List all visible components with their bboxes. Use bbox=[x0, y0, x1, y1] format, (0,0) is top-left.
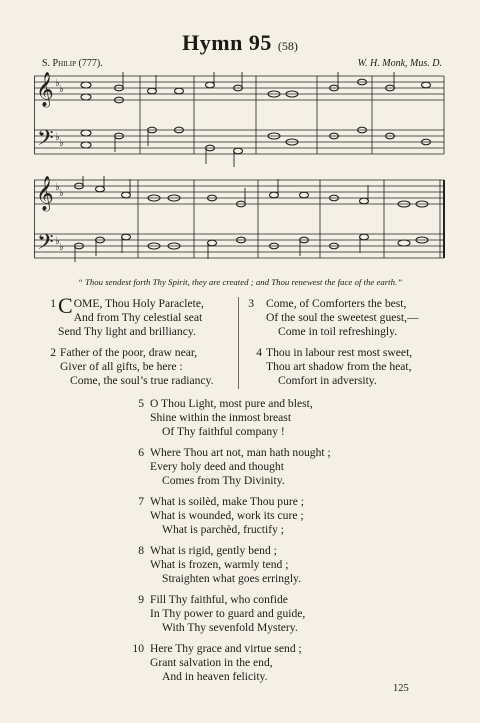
stanza-3 bbox=[266, 297, 419, 339]
stanza-9-line-2: In Thy power to guard and guide, bbox=[150, 607, 306, 620]
stanza-2 bbox=[60, 346, 214, 388]
stanza-4-line-3: Comfort in adversity. bbox=[278, 374, 377, 387]
svg-text:𝄢: 𝄢 bbox=[37, 126, 54, 155]
stanza-7 bbox=[150, 495, 304, 537]
svg-text:♭: ♭ bbox=[59, 138, 64, 149]
composer: W. H. Monk, Mus. D. bbox=[357, 58, 442, 69]
stanza-6-line-3: Comes from Thy Divinity. bbox=[162, 474, 285, 487]
scripture-caption: “ Thou sendest forth Thy Spirit, they are created ; and Thou renewest the face of the earth.” bbox=[77, 277, 403, 287]
stanza-1 bbox=[58, 293, 204, 339]
stanza-2-number: 2 bbox=[50, 346, 56, 359]
stanza-1-line-2: And from Thy celestial seat bbox=[73, 311, 203, 324]
stanza-10-line-2: Grant salvation in the end, bbox=[150, 656, 273, 669]
stanza-10 bbox=[150, 642, 302, 684]
stanza-9-number: 9 bbox=[138, 593, 144, 606]
stanza-5 bbox=[150, 397, 313, 439]
page-number: 125 bbox=[393, 683, 409, 694]
stanza-6 bbox=[150, 446, 331, 488]
stanza-8-line-1: What is rigid, gently bend ; bbox=[150, 544, 277, 557]
svg-text:𝄞: 𝄞 bbox=[36, 73, 54, 106]
svg-text:♭: ♭ bbox=[55, 78, 60, 89]
svg-text:𝄞: 𝄞 bbox=[36, 177, 54, 210]
stanza-3-number: 3 bbox=[248, 297, 254, 310]
stanza-8 bbox=[150, 544, 301, 586]
stanza-7-line-2: What is wounded, work its cure ; bbox=[150, 509, 304, 522]
stanza-3-line-2: Of the soul the sweetest guest,— bbox=[266, 311, 419, 324]
stanza-6-line-2: Every holy deed and thought bbox=[150, 460, 284, 473]
hymn-alt-number: (58) bbox=[277, 39, 298, 53]
stanza-9 bbox=[150, 593, 305, 635]
stanza-5-line-1: O Thou Light, most pure and blest, bbox=[150, 397, 313, 410]
stanza-1-dropcap: C bbox=[58, 293, 73, 318]
stanza-3-line-3: Come in toil refreshingly. bbox=[278, 325, 398, 338]
stanza-1-line-1: COME, Thou Holy Paraclete, bbox=[58, 293, 204, 318]
stanza-10-line-3: And in heaven felicity. bbox=[162, 670, 268, 683]
stanza-9-line-3: With Thy sevenfold Mystery. bbox=[162, 621, 298, 634]
music-system-1 bbox=[34, 72, 446, 172]
tune-name: S. Philip (777). bbox=[42, 58, 103, 69]
svg-text:♭: ♭ bbox=[55, 236, 60, 247]
svg-text:♭: ♭ bbox=[59, 84, 64, 95]
stanza-4-number: 4 bbox=[256, 346, 262, 359]
stanza-1-number: 1 bbox=[50, 297, 56, 310]
stanza-10-number: 10 bbox=[132, 642, 144, 655]
stanza-2-line-1: Father of the poor, draw near, bbox=[60, 346, 198, 359]
hymn-title bbox=[0, 30, 480, 56]
stanza-7-line-3: What is parchèd, fructify ; bbox=[162, 523, 285, 536]
music-system-2 bbox=[34, 176, 446, 276]
stanza-8-number: 8 bbox=[138, 544, 144, 557]
stanza-6-line-1: Where Thou art not, man hath nought ; bbox=[150, 446, 331, 459]
svg-text:♭: ♭ bbox=[55, 132, 60, 143]
stanza-1-line-3: Send Thy light and brilliancy. bbox=[58, 325, 196, 338]
stanza-10-line-1: Here Thy grace and virtue send ; bbox=[150, 642, 302, 655]
stanza-4-line-1: Thou in labour rest most sweet, bbox=[266, 346, 413, 359]
svg-text:𝄢: 𝄢 bbox=[37, 230, 54, 259]
hymn-title-text: Hymn 95 bbox=[182, 30, 272, 55]
svg-text:♭: ♭ bbox=[55, 182, 60, 193]
stanza-3-line-1: Come, of Comforters the best, bbox=[266, 297, 407, 310]
svg-text:♭: ♭ bbox=[59, 242, 64, 253]
stanza-7-number: 7 bbox=[138, 495, 144, 508]
stanza-5-number: 5 bbox=[138, 397, 144, 410]
stanza-2-line-3: Come, the soul’s true radiancy. bbox=[70, 374, 214, 387]
stanza-5-line-3: Of Thy faithful company ! bbox=[162, 425, 285, 438]
stanza-6-number: 6 bbox=[138, 446, 144, 459]
stanza-4-line-2: Thou art shadow from the heat, bbox=[266, 360, 412, 373]
stanza-8-line-2: What is frozen, warmly tend ; bbox=[150, 558, 289, 571]
column-divider bbox=[238, 297, 239, 389]
svg-text:♭: ♭ bbox=[59, 188, 64, 199]
stanza-9-line-1: Fill Thy faithful, who confide bbox=[150, 593, 288, 606]
stanza-2-line-2: Giver of all gifts, be here : bbox=[60, 360, 183, 373]
stanza-5-line-2: Shine within the inmost breast bbox=[150, 411, 292, 424]
stanza-7-line-1: What is soilèd, make Thou pure ; bbox=[150, 495, 305, 508]
stanza-8-line-3: Straighten what goes erringly. bbox=[162, 572, 301, 585]
stanza-4 bbox=[266, 346, 412, 388]
